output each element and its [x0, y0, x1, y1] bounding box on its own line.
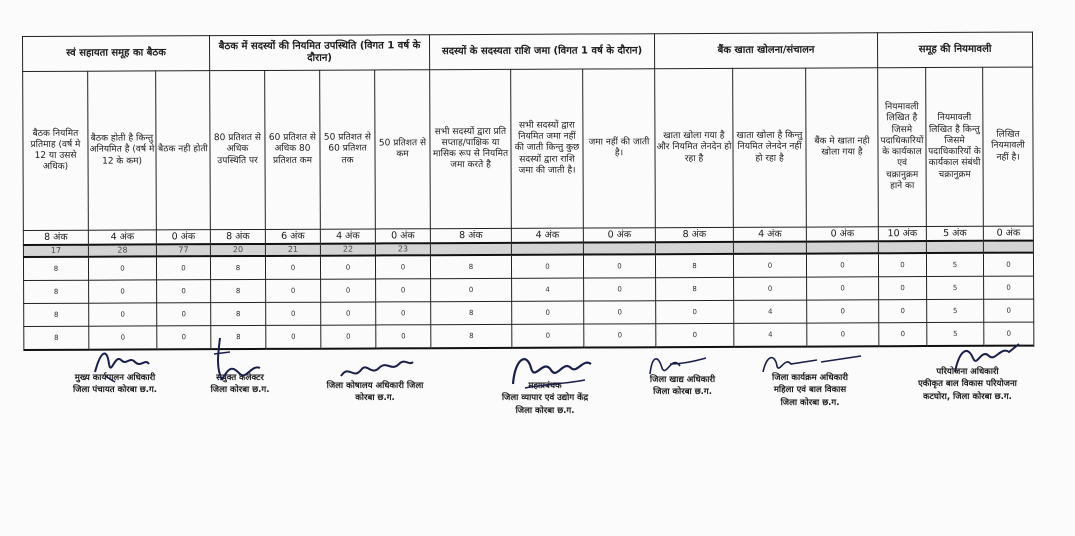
- signatory-title: सयुक्त कलेक्टर: [216, 373, 264, 383]
- group-header: स्वं सहायता समूह का बैठक: [23, 36, 210, 72]
- group-header: समूह की नियमावली: [877, 32, 1032, 68]
- table-cell: 0: [511, 255, 583, 279]
- table-cell: 0: [266, 279, 321, 302]
- distribution-cell: [430, 243, 511, 255]
- group-header: सदस्यों के सदस्यता राशि जमा (विगत 1 वर्ष के दौरान): [429, 34, 654, 70]
- signatory-treasury-officer: [300, 380, 450, 405]
- table-cell: 0: [733, 254, 806, 278]
- column-header: नियमावली लिखित है जिसमे पदाधिकारियों के कार्यकाल एवं चक्रानुक्रम हाने का: [878, 68, 927, 227]
- table-cell: 5: [927, 276, 984, 299]
- signatory-wcd-officer: [745, 372, 875, 409]
- signatory-district: जिला कोरबा छ.ग.: [780, 397, 840, 408]
- signatory-title: महाप्रबंधक: [528, 381, 562, 391]
- distribution-cell: [655, 242, 733, 254]
- table-cell: 8: [24, 280, 89, 303]
- distribution-cell: 17: [23, 245, 88, 257]
- signatory-title: परियोजना अधिकारी: [936, 367, 999, 377]
- table-cell: 0: [584, 324, 656, 348]
- score-cell: 0 अंक: [156, 230, 210, 245]
- signatory-office: जिला व्यापार एवं उद्योग केंद्र: [501, 393, 589, 404]
- distribution-cell: 21: [265, 244, 320, 256]
- table-cell: 0: [512, 324, 584, 348]
- signatory-icds-project-officer: [885, 366, 1050, 403]
- score-cell: 0 अंक: [983, 226, 1033, 241]
- table-cell: 0: [879, 323, 927, 347]
- column-header: बैंक मे खाता नही खोला गया है: [806, 68, 879, 227]
- table-cell: 4: [734, 323, 807, 347]
- signatory-title: मुख्य कार्यपालन अधिकारी: [74, 373, 156, 383]
- table-cell: 0: [984, 299, 1034, 322]
- table-cell: 4: [734, 300, 807, 323]
- signatory-office: एकीकृत बाल विकास परियोजना: [918, 379, 1017, 390]
- signatory-joint-collector: [190, 372, 290, 397]
- table-cell: 0: [806, 253, 878, 277]
- table-cell: 0: [156, 256, 210, 280]
- column-header: बैठक नही होती: [156, 71, 211, 230]
- signatory-office: महिला एवं बाल विकास: [773, 385, 847, 396]
- column-header: 60 प्रतिशत से अधिक 80 प्रतिशत कम: [265, 70, 321, 229]
- signatory-district: जिला कोरबा छ.ग.: [515, 405, 575, 416]
- table-cell: 0: [321, 325, 376, 349]
- distribution-cell: 22: [320, 243, 375, 255]
- score-cell: 8 अंक: [430, 228, 511, 243]
- table-cell: 0: [584, 278, 656, 301]
- column-header: सभी सदस्यों द्वारा प्रति सप्ताह/पाक्षिक या मासिक रूप से नियमित जमा करते है: [430, 69, 512, 228]
- column-header: 50 प्रतिशत से 60 प्रतिशत तक: [320, 70, 376, 229]
- signatory-ceo: [45, 372, 185, 397]
- table-cell: 0: [88, 256, 156, 280]
- group-header: बैठक में सदस्यों की नियमित उपस्थिति (विगत 1 वर्ष के दौरान): [210, 35, 430, 71]
- table-cell: 8: [211, 302, 266, 325]
- table-cell: 0: [320, 255, 375, 279]
- table-cell: 8: [430, 255, 511, 279]
- table-cell: 8: [431, 301, 512, 324]
- signatory-office: जिला कोरबा छ.ग.: [653, 387, 712, 398]
- score-cell: 5 अंक: [926, 226, 983, 241]
- table-cell: 8: [656, 277, 734, 300]
- table-cell: 8: [655, 254, 733, 278]
- signatory-title: जिला कोषालय अधिकारी जिला: [326, 381, 424, 391]
- table-cell: 0: [807, 323, 879, 347]
- signatory-title: जिला खाद्य अधिकारी: [649, 375, 716, 385]
- table-cell: 0: [512, 301, 584, 324]
- table-cell: 0: [431, 278, 512, 301]
- table-cell: 8: [210, 256, 265, 280]
- distribution-cell: [583, 242, 655, 254]
- table-cell: 0: [375, 255, 430, 279]
- group-header-row: [23, 32, 1033, 71]
- table-cell: 0: [983, 253, 1033, 277]
- table-cell: 0: [376, 302, 431, 325]
- table-cell: 0: [734, 277, 807, 300]
- score-cell: 8 अंक: [210, 229, 265, 244]
- column-header: बैठक होती है किन्तु अनियमित है (वर्ष मे 12 के कम): [88, 71, 157, 230]
- table-cell: 8: [24, 303, 89, 326]
- table-cell: 8: [211, 325, 266, 349]
- signatory-office: कोरबा छ.ग.: [355, 393, 395, 404]
- table-cell: 0: [266, 325, 321, 349]
- table-cell: 0: [321, 302, 376, 325]
- table-cell: 5: [926, 253, 983, 277]
- distribution-cell: [926, 241, 983, 253]
- table-cell: 0: [89, 303, 157, 326]
- score-cell: 8 अंक: [23, 230, 88, 245]
- signature-block: [0, 338, 1075, 458]
- score-cell: 4 अंक: [320, 229, 375, 244]
- table-cell: 0: [266, 302, 321, 325]
- table-cell: 0: [878, 253, 926, 277]
- distribution-cell: 20: [210, 244, 265, 256]
- signatory-office: जिला पंचायत कोरबा छ.ग.: [72, 385, 158, 396]
- table-cell: 0: [656, 323, 734, 347]
- column-header: सभी सदस्यों द्वारा नियमित जमा नहीं की जाती किन्तु कुछ सदस्यों द्वारा राशि जमा की जाती है।: [511, 69, 584, 228]
- table-cell: 0: [879, 300, 927, 323]
- column-header: 50 प्रतिशत से कम: [375, 70, 431, 229]
- table-cell: 8: [24, 326, 89, 350]
- table-cell: 0: [656, 300, 734, 323]
- table-cell: 0: [376, 279, 431, 302]
- column-header: खाता खोला गया है और नियमित लेनदेन हो रहा है: [655, 68, 734, 227]
- score-cell: 4 अंक: [733, 227, 806, 242]
- column-header: नियमावली लिखित है किन्तु जिसमे पदाधिकारियों के कार्यकाल संबंधी चक्रानुक्रम: [926, 67, 984, 226]
- score-cell: 0 अंक: [375, 229, 430, 244]
- table-cell: 0: [807, 277, 879, 300]
- table-cell: 0: [157, 280, 211, 303]
- survey-sheet: [22, 32, 1033, 351]
- table-cell: 5: [927, 322, 984, 346]
- table-cell: 0: [984, 276, 1034, 299]
- score-cell: 0 अंक: [806, 227, 878, 242]
- table-cell: 8: [23, 257, 88, 281]
- table-cell: 0: [376, 325, 431, 349]
- table-cell: 0: [583, 254, 655, 278]
- distribution-cell: [733, 242, 806, 254]
- table-cell: 0: [89, 326, 157, 350]
- table-cell: 0: [157, 326, 211, 350]
- column-header: लिखित नियमावली नहीं है।: [983, 67, 1034, 226]
- signatory-district: कटघोरा, जिला कोरबा छ.ग.: [923, 391, 1012, 402]
- column-header: खाता खोला है किन्तु नियमित लेनदेन नहीं हो रहा है: [733, 68, 807, 227]
- score-cell: 4 अंक: [88, 230, 156, 245]
- score-cell: 8 अंक: [655, 227, 733, 242]
- table-cell: 0: [157, 303, 211, 326]
- table-cell: 0: [321, 279, 376, 302]
- score-cell: 0 अंक: [583, 228, 655, 243]
- distribution-cell: 23: [375, 243, 430, 255]
- column-header-row: [23, 67, 1034, 230]
- signatory-title: जिला कार्यक्रम अधिकारी: [772, 373, 848, 383]
- signatory-office: जिला कोरबा छ.ग.: [210, 385, 270, 396]
- signatory-dtic-gm: [470, 380, 620, 417]
- table-cell: 4: [512, 278, 584, 301]
- table-cell: 5: [927, 299, 984, 322]
- distribution-cell: 28: [88, 244, 156, 256]
- group-header: बैंक खाता खोलना/संचालन: [654, 33, 877, 69]
- distribution-cell: [878, 241, 926, 253]
- shg-grading-table: [22, 32, 1034, 351]
- table-cell: 0: [879, 277, 927, 300]
- distribution-cell: [511, 243, 583, 255]
- table-cell: 0: [265, 256, 320, 280]
- table-cell: 0: [89, 280, 157, 303]
- score-cell: 10 अंक: [878, 227, 926, 242]
- table-cell: 0: [807, 300, 879, 323]
- score-cell: 4 अंक: [511, 228, 583, 243]
- distribution-cell: [806, 241, 878, 253]
- score-cell: 6 अंक: [265, 229, 320, 244]
- table-cell: 0: [984, 322, 1034, 346]
- column-header: 80 प्रतिशत से अधिक उपस्थिति पर: [210, 70, 266, 229]
- distribution-cell: 77: [156, 244, 210, 256]
- table-cell: 8: [431, 324, 512, 348]
- table-cell: 0: [584, 301, 656, 324]
- signatory-food-officer: [625, 374, 740, 399]
- table-cell: 8: [211, 279, 266, 302]
- distribution-cell: [983, 241, 1033, 253]
- column-header: जमा नहीं की जाती है।: [583, 69, 656, 228]
- column-header: बैठक नियमित प्रतिमाह (वर्ष मे 12 या उससे अधिक): [23, 71, 89, 230]
